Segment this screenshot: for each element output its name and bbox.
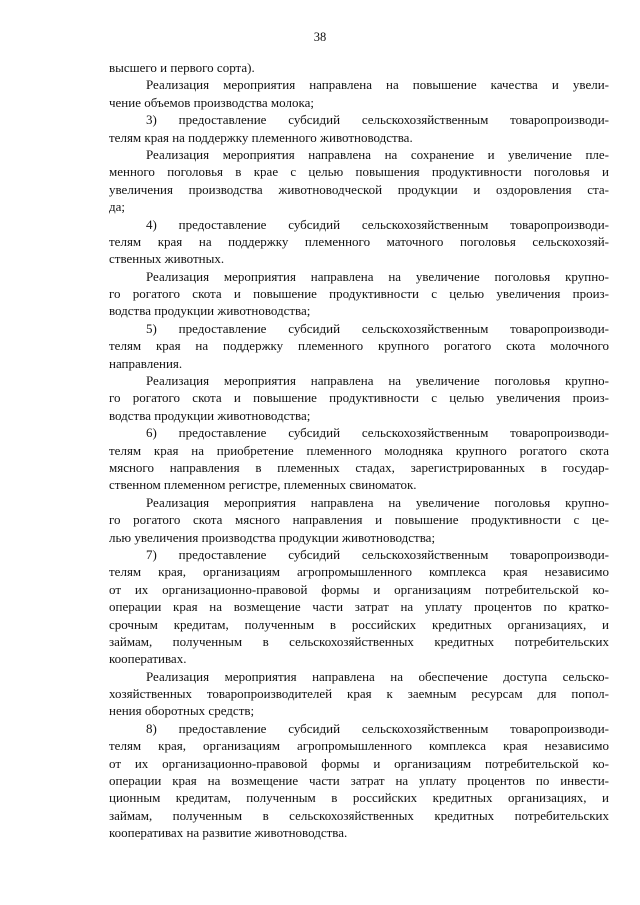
text-line: телям края, организациям агропромышленного комплекса края независимо bbox=[109, 738, 609, 754]
text-line: менного поголовья в крае с целью повышения продуктивности поголовья и bbox=[109, 164, 609, 180]
text-line: кооперативах. bbox=[109, 651, 187, 667]
text-line: да; bbox=[109, 199, 125, 215]
text-line: высшего и первого сорта). bbox=[109, 60, 255, 75]
text-line: Реализация мероприятия направлена на увеличение поголовья крупно- bbox=[146, 494, 609, 510]
text-line: от их организационно-правовой формы и организациям потребительской ко- bbox=[109, 581, 609, 597]
text-line: кооперативах на развитие животноводства. bbox=[109, 825, 348, 841]
text-line: от их организационно-правовой формы и организациям потребительской ко- bbox=[109, 755, 609, 771]
text-line: увеличения производства животноводческой продукции и оздоровления ста- bbox=[109, 181, 609, 197]
text-line: хозяйственных товаропроизводителей края к заемным ресурсам для попол- bbox=[109, 686, 609, 702]
text-line: лью увеличения производства продукции животноводства; bbox=[109, 529, 436, 545]
text-line: водства продукции животноводства; bbox=[109, 407, 311, 423]
text-line: операции края на возмещение части затрат на уплату процентов по кратко- bbox=[109, 599, 609, 615]
text-line: Реализация мероприятия направлена на повышение качества и увели- bbox=[146, 77, 609, 93]
text-line: 8) предоставление субсидий сельскохозяйственным товаропроизводи- bbox=[146, 720, 609, 736]
document-body bbox=[109, 59, 609, 842]
text-line: мясного направления в племенных стадах, зарегистрированных в государ- bbox=[109, 459, 609, 475]
text-line: чение объемов производства молока; bbox=[109, 94, 314, 110]
text-line: срочным кредитам, полученным в российских кредитных организациях, и bbox=[109, 616, 609, 632]
text-line: Реализация мероприятия направлена на увеличение поголовья крупно- bbox=[146, 268, 609, 284]
text-line: Реализация мероприятия направлена на обеспечение доступа сельско- bbox=[146, 668, 609, 684]
text-line: ственном племенном регистре, племенных свиноматок. bbox=[109, 477, 417, 493]
text-line: телям края, организациям агропромышленного комплекса края независимо bbox=[109, 564, 609, 580]
text-line: телям края на поддержку племенного животноводства. bbox=[109, 129, 413, 145]
text-line: займам, полученным в сельскохозяйственных кредитных потребительских bbox=[109, 807, 609, 823]
text-line: операции края на возмещение части затрат на уплату процентов по инвести- bbox=[109, 773, 609, 789]
page-number: 38 bbox=[313, 30, 327, 44]
text-line: 5) предоставление субсидий сельскохозяйственным товаропроизводи- bbox=[146, 320, 609, 336]
text-line: телям края на приобретение племенного молодняка крупного рогатого скота bbox=[109, 442, 609, 458]
text-line: ционным кредитам, полученным в российских кредитных организациях, и bbox=[109, 790, 609, 806]
text-line: го рогатого скота мясного направления и повышение продуктивности с це- bbox=[109, 512, 609, 528]
text-line: го рогатого скота и повышение продуктивности с целью увеличения произ- bbox=[109, 390, 609, 406]
text-line: займам, полученным в сельскохозяйственных кредитных потребительских bbox=[109, 633, 609, 649]
text-line: 6) предоставление субсидий сельскохозяйственным товаропроизводи- bbox=[146, 425, 609, 441]
text-line: телям края на поддержку племенного маточного поголовья сельскохозяй- bbox=[109, 233, 609, 249]
text-line: 7) предоставление субсидий сельскохозяйственным товаропроизводи- bbox=[146, 546, 609, 562]
text-line: ственных животных. bbox=[109, 251, 225, 267]
text-line: 3) предоставление субсидий сельскохозяйственным товаропроизводи- bbox=[146, 112, 609, 128]
text-line: телям края на поддержку племенного крупного рогатого скота молочного bbox=[109, 338, 609, 354]
text-line: направления. bbox=[109, 355, 183, 371]
text-line: водства продукции животноводства; bbox=[109, 303, 311, 319]
text-line: Реализация мероприятия направлена на сохранение и увеличение пле- bbox=[146, 146, 609, 162]
text-line: го рогатого скота и повышение продуктивности с целью увеличения произ- bbox=[109, 286, 609, 302]
text-line: 4) предоставление субсидий сельскохозяйственным товаропроизводи- bbox=[146, 216, 609, 232]
text-line: нения оборотных средств; bbox=[109, 703, 255, 719]
text-line: Реализация мероприятия направлена на увеличение поголовья крупно- bbox=[146, 373, 609, 389]
